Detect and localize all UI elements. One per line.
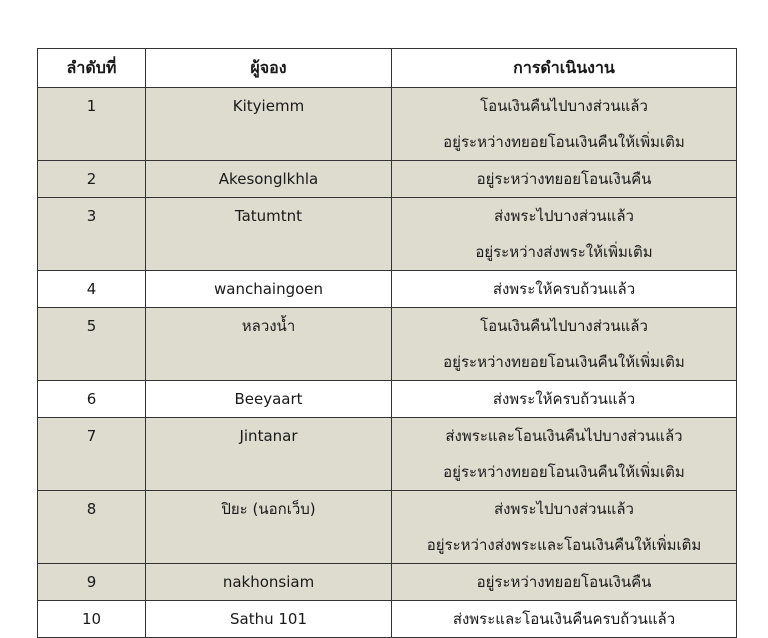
- booker-name: Sathu 101: [229, 610, 307, 628]
- status-line: ส่งพระไปบางส่วนแล้ว: [494, 207, 634, 225]
- row-number: 3: [86, 207, 97, 225]
- row-number: 9: [86, 573, 97, 591]
- status-cell: [392, 271, 737, 308]
- row-number: 5: [86, 317, 97, 335]
- status-line: อยู่ระหว่างส่งพระให้เพิ่มเติม: [475, 243, 653, 261]
- booker-name: Akesonglkhla: [218, 170, 319, 188]
- booker-cell: [146, 161, 392, 198]
- status-line: อยู่ระหว่างทยอยโอนเงินคืน: [476, 170, 652, 188]
- booker-cell: [146, 198, 392, 271]
- status-line: ส่งพระให้ครบถ้วนแล้ว: [492, 390, 636, 408]
- header-order-number: ลำดับที่: [38, 49, 146, 88]
- booker-name: Tatumtnt: [234, 207, 303, 225]
- row-number: 4: [86, 280, 97, 298]
- row-number-cell: [38, 418, 146, 491]
- table-row: [38, 601, 737, 638]
- status-cell: [392, 491, 737, 564]
- table-row: [38, 418, 737, 491]
- status-line: ส่งพระให้ครบถ้วนแล้ว: [492, 280, 636, 298]
- booking-status-table: [37, 48, 737, 638]
- table-row: [38, 271, 737, 308]
- table-row: [38, 308, 737, 381]
- status-line: อยู่ระหว่างทยอยโอนเงินคืนให้เพิ่มเติม: [443, 463, 685, 481]
- row-number-cell: [38, 271, 146, 308]
- header-status: การดำเนินงาน: [392, 49, 737, 88]
- row-number: 10: [81, 610, 102, 628]
- row-number-cell: [38, 161, 146, 198]
- booker-name: Beeyaart: [234, 390, 303, 408]
- status-cell: [392, 564, 737, 601]
- row-number-cell: [38, 88, 146, 161]
- booker-name: Kityiemm: [232, 97, 305, 115]
- booker-name: ปิยะ (นอกเว็บ): [221, 500, 316, 518]
- status-line: อยู่ระหว่างทยอยโอนเงินคืน: [476, 573, 652, 591]
- row-number-cell: [38, 564, 146, 601]
- booker-name: หลวงน้ำ: [241, 317, 296, 335]
- booker-cell: [146, 564, 392, 601]
- booker-cell: [146, 418, 392, 491]
- status-line: โอนเงินคืนไปบางส่วนแล้ว: [480, 97, 648, 115]
- booker-cell: [146, 271, 392, 308]
- booker-cell: [146, 491, 392, 564]
- booker-cell: [146, 88, 392, 161]
- row-number-cell: [38, 198, 146, 271]
- row-number: 7: [86, 427, 97, 445]
- status-line: ส่งพระและโอนเงินคืนครบถ้วนแล้ว: [452, 610, 676, 628]
- table-row: [38, 564, 737, 601]
- booker-name: Jintanar: [239, 427, 298, 445]
- table-header-row: [38, 49, 737, 88]
- row-number: 2: [86, 170, 97, 188]
- status-cell: [392, 198, 737, 271]
- status-line: อยู่ระหว่างทยอยโอนเงินคืนให้เพิ่มเติม: [443, 133, 685, 151]
- row-number-cell: [38, 381, 146, 418]
- table-row: [38, 491, 737, 564]
- row-number: 1: [86, 97, 97, 115]
- booker-name: wanchaingoen: [213, 280, 324, 298]
- table-row: [38, 198, 737, 271]
- booker-cell: [146, 601, 392, 638]
- row-number-cell: [38, 308, 146, 381]
- row-number: 8: [86, 500, 97, 518]
- row-number: 6: [86, 390, 97, 408]
- status-line: อยู่ระหว่างส่งพระและโอนเงินคืนให้เพิ่มเติม: [426, 536, 702, 554]
- table-row: [38, 88, 737, 161]
- status-cell: [392, 381, 737, 418]
- status-line: ส่งพระไปบางส่วนแล้ว: [494, 500, 634, 518]
- status-cell: [392, 88, 737, 161]
- table-row: [38, 381, 737, 418]
- status-cell: [392, 161, 737, 198]
- row-number-cell: [38, 601, 146, 638]
- status-line: ส่งพระและโอนเงินคืนไปบางส่วนแล้ว: [445, 427, 683, 445]
- header-booker: ผู้จอง: [146, 49, 392, 88]
- status-cell: [392, 601, 737, 638]
- status-cell: [392, 418, 737, 491]
- booker-name: nakhonsiam: [222, 573, 315, 591]
- booker-cell: [146, 308, 392, 381]
- status-cell: [392, 308, 737, 381]
- booker-cell: [146, 381, 392, 418]
- status-line: โอนเงินคืนไปบางส่วนแล้ว: [480, 317, 648, 335]
- status-line: อยู่ระหว่างทยอยโอนเงินคืนให้เพิ่มเติม: [443, 353, 685, 371]
- row-number-cell: [38, 491, 146, 564]
- table-row: [38, 161, 737, 198]
